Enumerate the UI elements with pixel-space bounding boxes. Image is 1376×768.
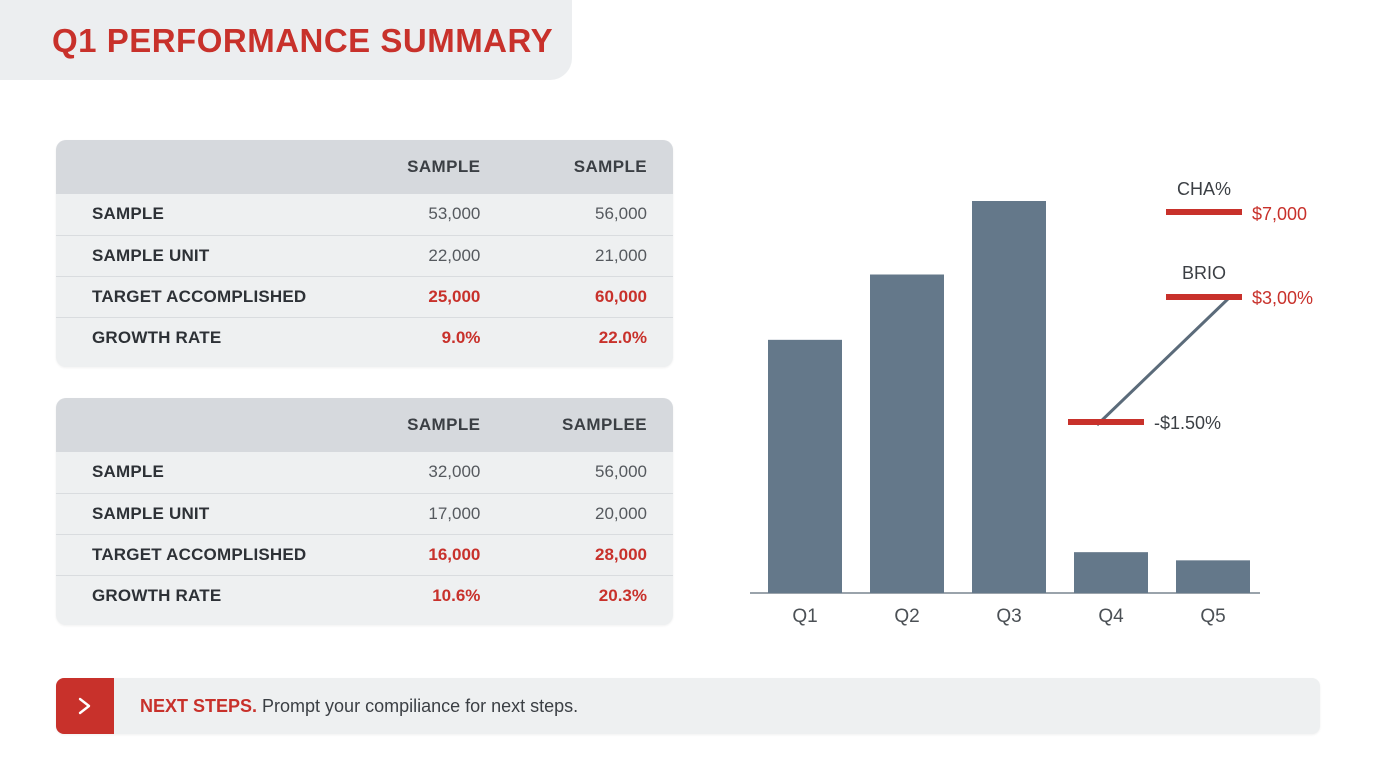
metrics-table-1 [56, 140, 673, 358]
bar-q4 [1074, 552, 1148, 593]
bar-q2 [870, 275, 944, 594]
bar-chart [700, 150, 1360, 640]
bar-q1 [768, 340, 842, 593]
annotation-connector [1097, 297, 1230, 425]
chevron-right-icon[interactable] [56, 678, 114, 734]
table-1-row-1-v1: 22,000 [340, 235, 507, 276]
table-row [56, 317, 673, 358]
table-1-row-0-label: SAMPLE [56, 194, 340, 235]
table-2-body [56, 452, 673, 616]
table-2-col-2: SAMPLEE [562, 415, 647, 434]
x-tick-label: Q2 [894, 606, 920, 627]
bar-q5 [1176, 560, 1250, 593]
page-title-tab [0, 0, 572, 80]
x-tick-label: Q4 [1098, 606, 1124, 627]
table-2-row-2-label: TARGET ACCOMPLISHED [56, 534, 340, 575]
annotation-value-negative: -$1.50% [1154, 413, 1222, 433]
metrics-panel-2 [56, 398, 673, 625]
table-1-header [56, 140, 673, 194]
table-2-row-0-v1: 32,000 [340, 452, 507, 493]
table-1-row-2-label: TARGET ACCOMPLISHED [56, 276, 340, 317]
metrics-table-2 [56, 398, 673, 616]
table-1-row-0-v2: 56,000 [506, 194, 673, 235]
table-header-row [56, 398, 673, 452]
x-tick-label: Q3 [996, 606, 1022, 627]
table-row [56, 575, 673, 616]
table-row [56, 493, 673, 534]
bar-q3 [972, 201, 1046, 593]
table-1-row-1-label: SAMPLE UNIT [56, 235, 340, 276]
page-title: Q1 PERFORMANCE SUMMARY [52, 22, 554, 59]
table-2-row-2-v2: 28,000 [506, 534, 673, 575]
table-2-row-3-label: GROWTH RATE [92, 585, 222, 605]
next-steps-text [114, 696, 578, 717]
table-2-row-2-v1: 16,000 [340, 534, 507, 575]
x-tick-label: Q1 [792, 606, 818, 627]
table-1-body [56, 194, 673, 358]
table-2-col-0 [56, 398, 340, 452]
metrics-panel-1 [56, 140, 673, 367]
table-1-col-2: SAMPLE [573, 157, 647, 176]
table-2-row-3-v1: 10.6% [432, 585, 481, 605]
table-1-row-3-v1: 9.0% [441, 327, 481, 347]
table-1-row-3-v2: 22.0% [598, 327, 647, 347]
next-steps-lead: NEXT STEPS. [140, 695, 258, 716]
annotation-label-brio: BRIO [1181, 263, 1227, 283]
table-1-col-1: SAMPLE [407, 157, 481, 176]
table-row [56, 235, 673, 276]
table-2-col-1: SAMPLE [407, 415, 481, 434]
table-1-row-0-v1: 53,000 [340, 194, 507, 235]
x-tick-label: Q5 [1200, 606, 1226, 627]
annotation-value-brio: $3,00% [1252, 288, 1314, 308]
table-2-row-0-v2: 56,000 [506, 452, 673, 493]
table-1-row-2-v1: 25,000 [340, 276, 507, 317]
table-1-row-1-v2: 21,000 [506, 235, 673, 276]
table-2-row-1-v1: 17,000 [340, 493, 507, 534]
table-2-row-1-label: SAMPLE UNIT [56, 493, 340, 534]
annotation-value-cha: $7,000 [1252, 204, 1308, 224]
next-steps-body: Prompt your compiliance for next steps. [257, 695, 579, 716]
table-1-col-0 [56, 140, 340, 194]
table-2-header [56, 398, 673, 452]
annotation-label-cha: CHA% [1176, 179, 1232, 199]
table-2-row-3-v2: 20.3% [598, 585, 647, 605]
table-1-row-2-v2: 60,000 [506, 276, 673, 317]
table-row [56, 276, 673, 317]
table-row [56, 534, 673, 575]
table-row [56, 452, 673, 493]
table-2-row-0-label: SAMPLE [56, 452, 340, 493]
next-steps-banner [56, 678, 1320, 734]
table-header-row [56, 140, 673, 194]
table-1-row-3-label: GROWTH RATE [92, 327, 222, 347]
table-2-row-1-v2: 20,000 [506, 493, 673, 534]
table-row [56, 194, 673, 235]
